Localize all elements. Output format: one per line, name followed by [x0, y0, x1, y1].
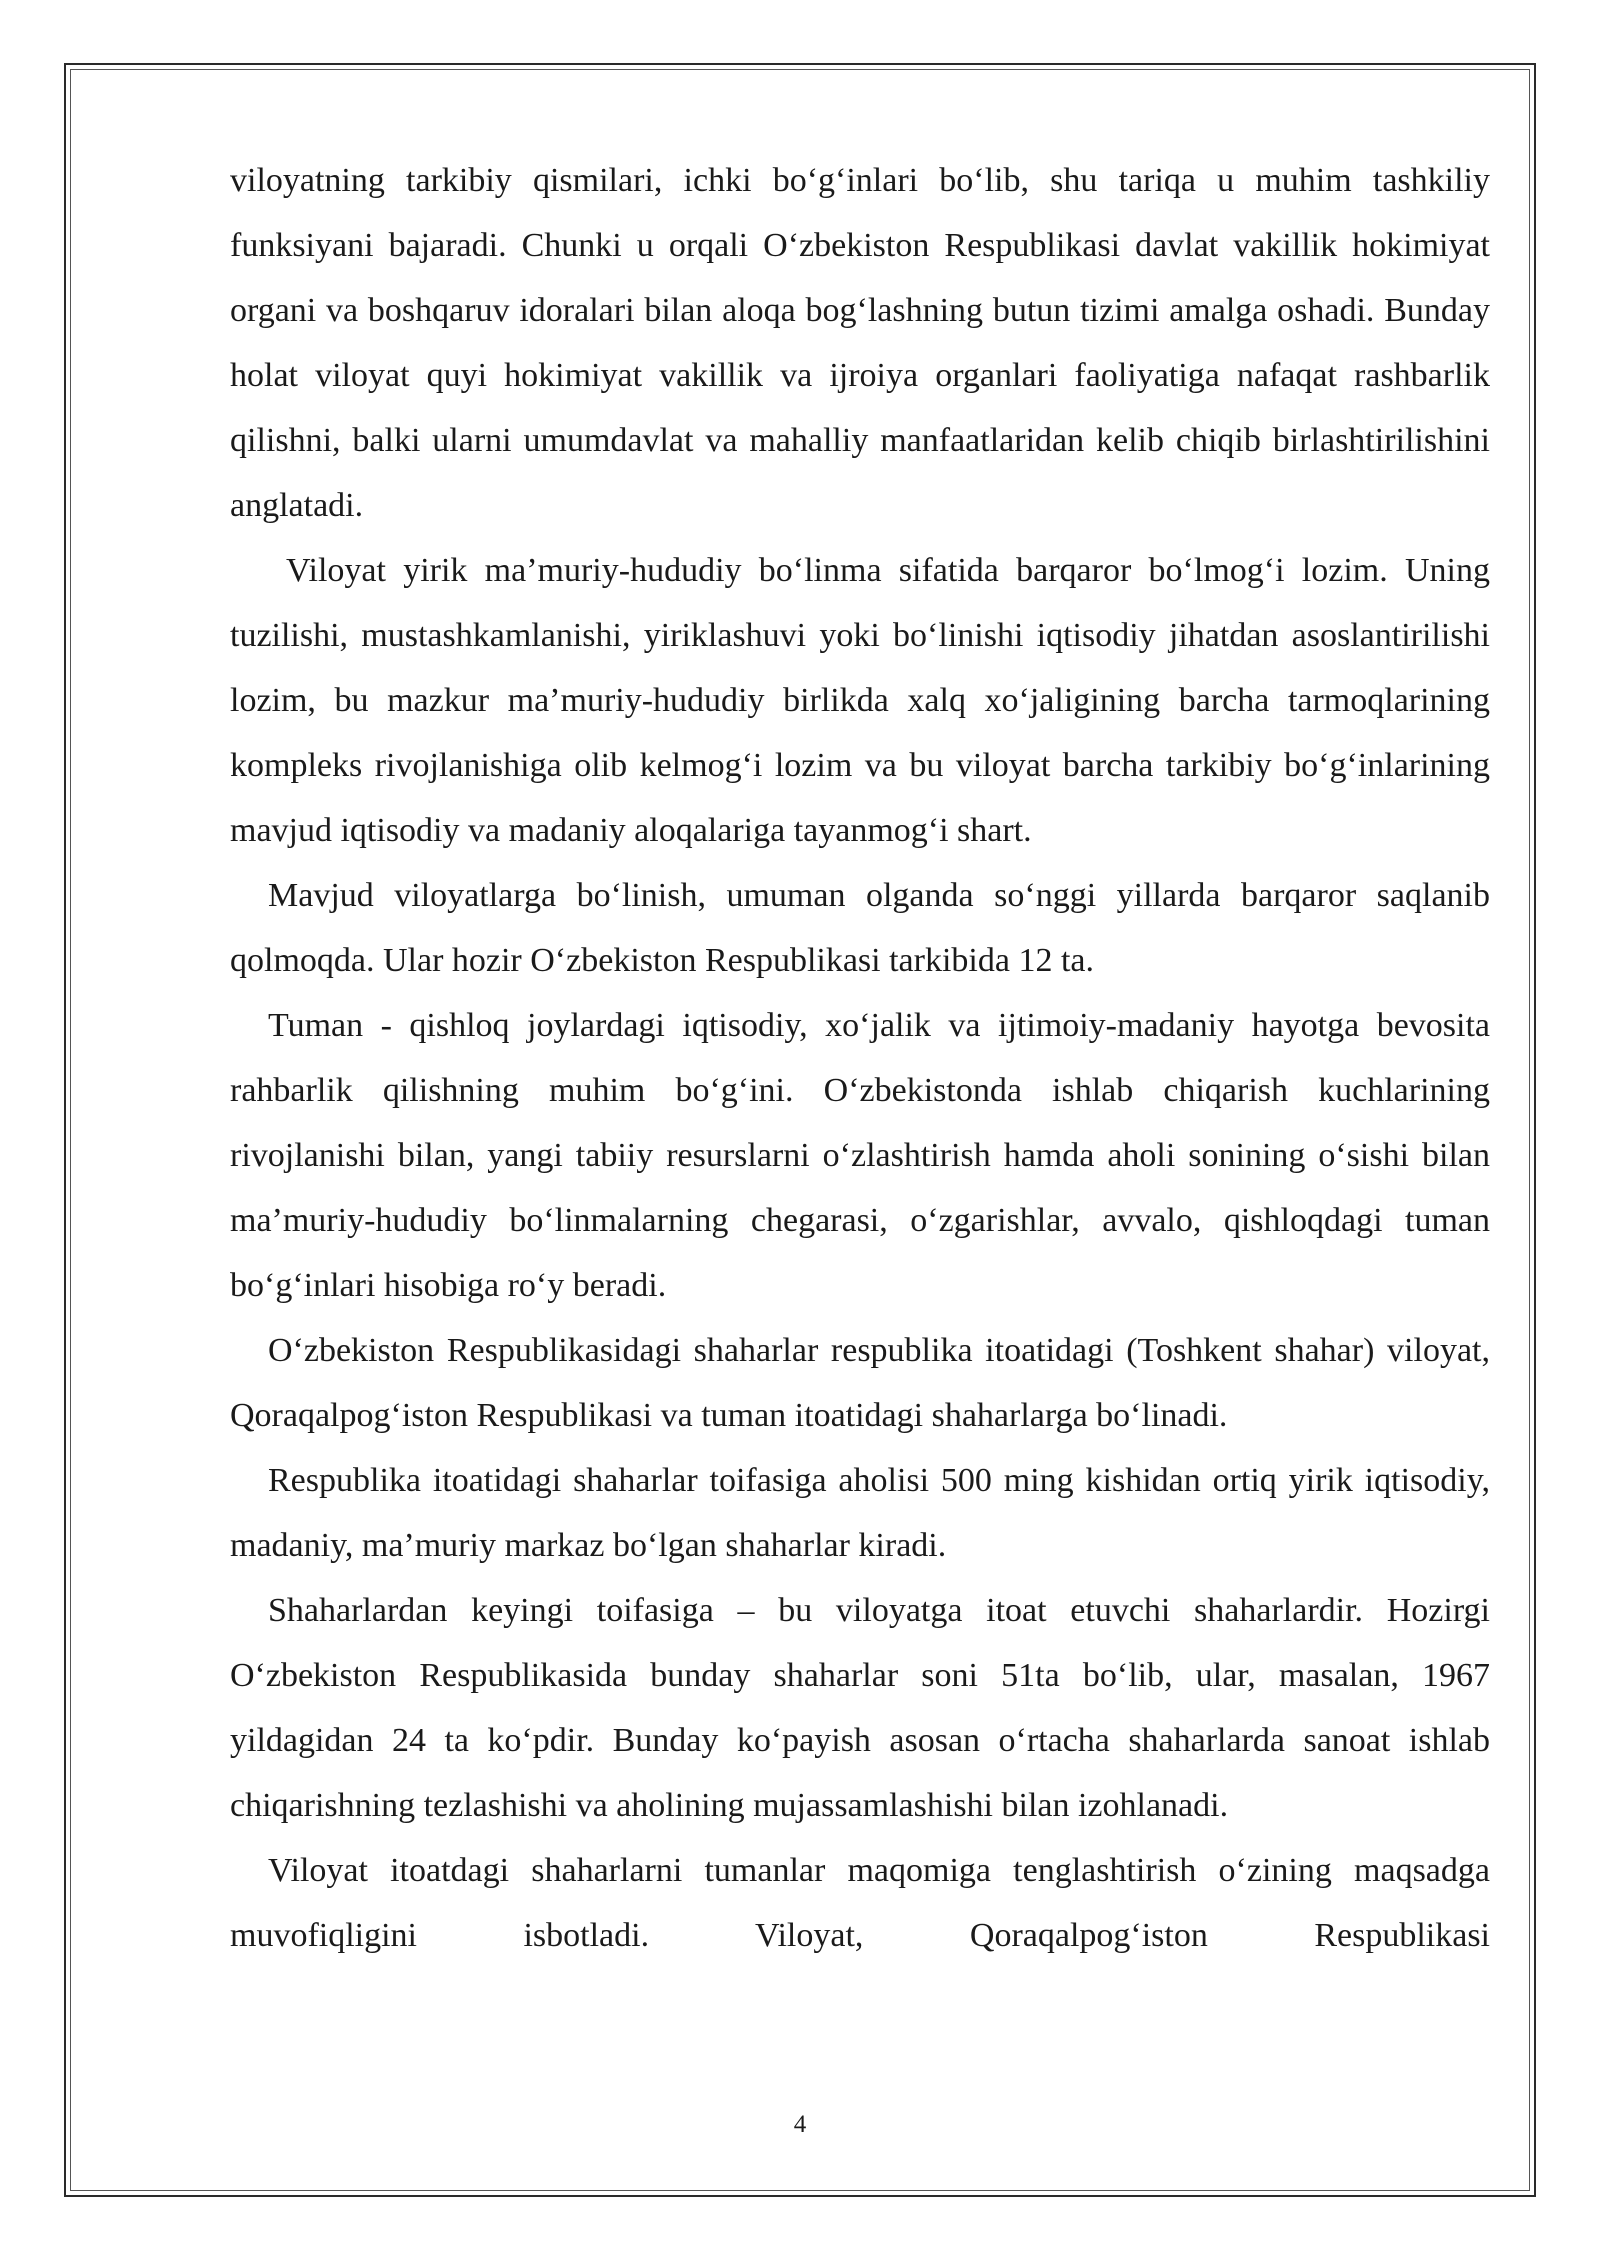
paragraph: Tuman - qishloq joylardagi iqtisodiy, xo‘jalik va ijtimoiy-madaniy hayotga bevosita rahbarlik qilishning muhim bo‘g‘ini. O‘zbekistonda ishlab chiqarish kuchlarining rivojlanishi bilan, yangi tabiiy resurslarni o‘zlashtirish hamda aholi sonining o‘sishi bilan ma’muriy-hududiy bo‘linmalarning chegarasi, o‘zgarishlar, avvalo, qishloqdagi tuman bo‘g‘inlari hisobiga ro‘y beradi. — [230, 1007, 1490, 1304]
paragraph: Shaharlardan keyingi toifasiga – bu viloyatga itoat etuvchi shaharlardir. Hozirgi O‘zbekiston Respublikasida bunday shaharlar soni 51ta bo‘lib, ular, masalan, 1967 yildagidan 24 ta ko‘pdir. Bunday ko‘payish asosan o‘rtacha shaharlarda sanoat ishlab chiqarishning tezlashishi va aholining mujassamlashishi bilan izohlanadi. — [230, 1592, 1490, 1824]
paragraph: Viloyat itoatdagi shaharlarni tumanlar maqomiga tenglashtirish o‘zining maqsadga muvofiqligini isbotladi. Viloyat, Qoraqalpog‘iston Respublikasi — [230, 1852, 1490, 1954]
paragraph: Respublika itoatidagi shaharlar toifasiga aholisi 500 ming kishidan ortiq yirik iqtisodiy, madaniy, ma’muriy markaz bo‘lgan shaharlar kiradi. — [230, 1462, 1490, 1564]
paragraph: Viloyat yirik ma’muriy-hududiy bo‘linma sifatida barqaror bo‘lmog‘i lozim. Uning tuzilishi, mustashkamlanishi, yiriklashuvi yoki bo‘linishi iqtisodiy jihatdan asoslantirilishi lozim, bu mazkur ma’muriy-hududiy birlikda xalq xo‘jaligining barcha tarmoqlarining kompleks rivojlanishiga olib kelmog‘i lozim va bu viloyat barcha tarkibiy bo‘g‘inlarining mavjud iqtisodiy va madaniy aloqalariga tayanmog‘i shart. — [230, 552, 1490, 849]
page-number: 4 — [793, 2111, 807, 2138]
paragraph: viloyatning tarkibiy qismilari, ichki bo‘g‘inlari bo‘lib, shu tariqa u muhim tashkiliy funksiyani bajaradi. Chunki u orqali O‘zbekiston Respublikasi davlat vakillik hokimiyat organi va boshqaruv idoralari bilan aloqa bog‘lashning butun tizimi amalga oshadi. Bunday holat viloyat quyi hokimiyat vakillik va ijroiya organlari faoliyatiga nafaqat rashbarlik qilishni, balki ularni umumdavlat va mahalliy manfaatlaridan kelib chiqib birlashtirilishini anglatadi. — [230, 162, 1490, 524]
document-body — [230, 148, 1490, 1968]
paragraph: O‘zbekiston Respublikasidagi shaharlar respublika itoatidagi (Toshkent shahar) viloyat, Qoraqalpog‘iston Respublikasi va tuman itoatidagi shaharlarga bo‘linadi. — [230, 1332, 1490, 1434]
paragraph: Mavjud viloyatlarga bo‘linish, umuman olganda so‘nggi yillarda barqaror saqlanib qolmoqda. Ular hozir O‘zbekiston Respublikasi tarkibida 12 ta. — [230, 877, 1490, 979]
